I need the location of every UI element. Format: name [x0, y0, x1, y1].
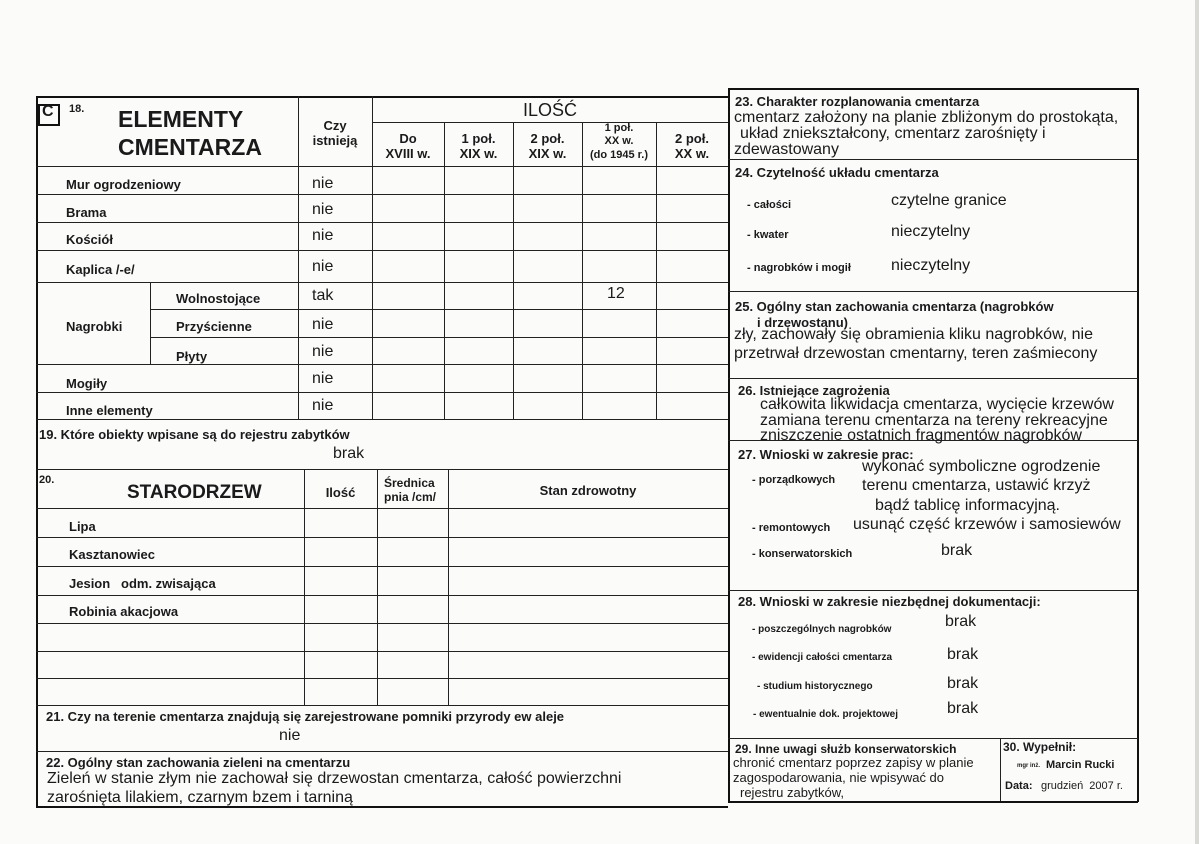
- row-label: Inne elementy: [66, 403, 153, 418]
- grid-line: [728, 590, 1138, 591]
- grid-line: [728, 291, 1138, 292]
- section-29-text: zagospodarowania, nie wpisywać do: [733, 770, 945, 785]
- section-29-text: chronić cmentarz poprzez zapisy w planie: [733, 755, 974, 770]
- grid-line: [36, 250, 728, 251]
- grid-line: [36, 651, 728, 652]
- item-value: wykonać symboliczne ogrodzenie: [862, 458, 1101, 475]
- section-23-text: układ zniekształcony, cmentarz zarośnięty i: [740, 125, 1046, 142]
- grid-line: [36, 751, 728, 752]
- period-label: 1 poł.: [461, 131, 496, 146]
- period-label: XVIII w.: [385, 146, 431, 161]
- row-value: nie: [312, 258, 334, 275]
- date-value: grudzień 2007 r.: [1041, 780, 1123, 792]
- row-label: Przyścienne: [176, 319, 252, 334]
- period-label: Do: [399, 131, 417, 146]
- section-25-label: i drzewostanu): [757, 315, 849, 330]
- grid-line: [36, 222, 728, 223]
- row-label: Brama: [66, 205, 107, 220]
- grid-line: [372, 122, 728, 123]
- item-value: brak: [941, 542, 973, 559]
- item-value: terenu cmentarza, ustawić krzyż: [862, 477, 1091, 494]
- grid-line: [150, 309, 728, 310]
- table-border: [36, 96, 728, 98]
- row-label: Mogiły: [66, 376, 108, 391]
- section-22-text: zarośnięta lilakiem, czarnym bzem i tarniną: [47, 789, 353, 806]
- tree-label: Robinia akacjowa: [69, 604, 179, 619]
- col-header: Stan zdrowotny: [539, 483, 637, 498]
- row-value: nie: [312, 227, 334, 244]
- row-label: Kaplica /-e/: [66, 262, 135, 277]
- row-value: tak: [312, 287, 334, 304]
- page-edge-shadow: [1195, 0, 1199, 844]
- period-label: XIX w.: [528, 146, 567, 161]
- section-24-label: 24. Czytelność układu cmentarza: [735, 165, 939, 180]
- col-header-exists: istnieją: [312, 133, 358, 148]
- count-value: 12: [607, 285, 625, 302]
- grid-line: [1000, 738, 1001, 801]
- item-label: - ewentualnie dok. projektowej: [753, 709, 899, 720]
- col-header: pnia /cm/: [384, 490, 437, 504]
- section-29-text: rejestru zabytków,: [740, 785, 845, 800]
- grid-line: [448, 469, 449, 705]
- period-label: XX w.: [674, 146, 710, 161]
- row-value: nie: [312, 343, 334, 360]
- col-header: Średnica: [384, 476, 435, 490]
- grid-line: [728, 378, 1138, 379]
- section-26-text: zamiana terenu cmentarza na tereny rekreacyjne: [760, 412, 1108, 429]
- row-label: Płyty: [176, 349, 208, 364]
- section-28-label: 28. Wnioski w zakresie niezbędnej dokumentacji:: [738, 594, 1041, 609]
- section-27-label: 27. Wnioski w zakresie prac:: [738, 447, 914, 462]
- section-number: 18.: [69, 103, 85, 115]
- section-title: ELEMENTY: [118, 106, 244, 132]
- item-label: - konserwatorskich: [752, 548, 853, 560]
- section-title: STARODRZEW: [127, 482, 262, 503]
- row-value: nie: [312, 397, 334, 414]
- grid-line: [377, 469, 378, 705]
- item-value: czytelne granice: [891, 192, 1007, 209]
- section-number: 20.: [39, 474, 55, 486]
- date-label: Data:: [1005, 780, 1033, 792]
- col-header-quantity: ILOŚĆ: [522, 100, 578, 120]
- item-label: - kwater: [747, 229, 789, 241]
- grid-line: [36, 508, 728, 509]
- grid-line: [36, 678, 728, 679]
- table-border: [728, 88, 1138, 90]
- item-label: - całości: [747, 199, 792, 211]
- period-label: 2 poł.: [675, 131, 709, 146]
- tree-label: Lipa: [69, 519, 96, 534]
- grid-line: [304, 469, 305, 705]
- section-29-label: 29. Inne uwagi służb konserwatorskich: [735, 742, 957, 756]
- item-label: - ewidencji całości cmentarza: [752, 652, 893, 663]
- grid-line: [150, 282, 151, 364]
- table-border: [1137, 88, 1139, 802]
- row-label: Kościół: [66, 232, 113, 247]
- item-value: brak: [947, 646, 979, 663]
- item-label: - remontowych: [752, 522, 831, 534]
- row-value: nie: [312, 175, 334, 192]
- period-label: 2 poł.: [530, 131, 565, 146]
- section-code: C: [42, 103, 54, 120]
- grid-line: [36, 469, 728, 470]
- section-19-value: brak: [333, 445, 365, 462]
- grid-line: [36, 705, 728, 706]
- item-value: nieczytelny: [891, 223, 971, 240]
- grid-line: [36, 282, 728, 283]
- period-label: XX w.: [604, 135, 634, 147]
- item-label: - poszczególnych nagrobków: [752, 624, 892, 635]
- section-21-value: nie: [279, 727, 301, 744]
- grid-line: [36, 537, 728, 538]
- section-22-text: Zieleń w stanie złym nie zachował się drzewostan cmentarza, całość powierzchni: [47, 770, 622, 787]
- row-label: Mur ogrodzeniowy: [66, 177, 181, 192]
- section-26-text: całkowita likwidacja cmentarza, wycięcie krzewów: [760, 396, 1114, 413]
- section-25-label: 25. Ogólny stan zachowania cmentarza (nagrobków: [735, 299, 1054, 314]
- table-border: [728, 88, 730, 802]
- period-label: XIX w.: [459, 146, 498, 161]
- row-value: nie: [312, 316, 334, 333]
- col-header-exists: Czy: [323, 118, 347, 133]
- grid-line: [36, 623, 728, 624]
- grid-line: [36, 419, 728, 420]
- grid-line: [728, 159, 1138, 160]
- author-prefix: mgr inż.: [1017, 763, 1041, 769]
- row-value: nie: [312, 370, 334, 387]
- section-26-label: 26. Istniejące zagrożenia: [738, 383, 890, 398]
- section-25-text: zły, zachowały się obramienia kliku nagrobków, nie: [734, 326, 1093, 343]
- table-border: [728, 801, 1138, 803]
- tree-label: Kasztanowiec: [69, 547, 155, 562]
- grid-line: [36, 166, 728, 167]
- item-value: brak: [947, 675, 979, 692]
- period-label: 1 poł.: [604, 122, 634, 134]
- period-label: (do 1945 r.): [589, 149, 649, 161]
- table-border: [36, 96, 38, 808]
- group-label: Nagrobki: [66, 319, 123, 334]
- section-23-label: 23. Charakter rozplanowania cmentarza: [735, 94, 980, 109]
- section-23-text: zdewastowany: [734, 141, 839, 158]
- item-value: bądź tablicę informacyjną.: [875, 497, 1060, 514]
- item-label: - porządkowych: [752, 474, 836, 486]
- author-name: Marcin Rucki: [1046, 759, 1115, 771]
- item-value: brak: [945, 613, 977, 630]
- col-header: Ilość: [325, 485, 356, 500]
- grid-line: [36, 566, 728, 567]
- grid-line: [150, 337, 728, 338]
- section-26-text: zniszczenie ostatnich fragmentów nagrobków: [760, 427, 1082, 444]
- item-label: - studium historycznego: [757, 681, 873, 692]
- grid-line: [728, 738, 1138, 739]
- grid-line: [36, 364, 728, 365]
- row-value: nie: [312, 201, 334, 218]
- item-value: nieczytelny: [891, 257, 971, 274]
- grid-line: [36, 392, 728, 393]
- section-title: CMENTARZA: [118, 134, 262, 160]
- tree-label: Jesion odm. zwisająca: [69, 576, 216, 591]
- row-label: Wolnostojące: [176, 291, 261, 306]
- item-value: brak: [947, 700, 979, 717]
- section-22-label: 22. Ogólny stan zachowania zieleni na cmentarzu: [46, 755, 351, 770]
- section-19-label: 19. Które obiekty wpisane są do rejestru zabytków: [39, 427, 350, 442]
- section-25-text: przetrwał drzewostan cmentarny, teren zaśmiecony: [734, 345, 1098, 362]
- section-30-label: 30. Wypełnił:: [1003, 740, 1077, 754]
- section-23-text: cmentarz założony na planie zbliżonym do prostokąta,: [734, 109, 1119, 126]
- item-value: usunąć część krzewów i samosiewów: [853, 516, 1121, 533]
- section-21-label: 21. Czy na terenie cmentarza znajdują się zarejestrowane pomniki przyrody ew aleje: [46, 709, 565, 724]
- grid-line: [36, 194, 728, 195]
- grid-line: [36, 595, 728, 596]
- item-label: - nagrobków i mogił: [747, 262, 851, 274]
